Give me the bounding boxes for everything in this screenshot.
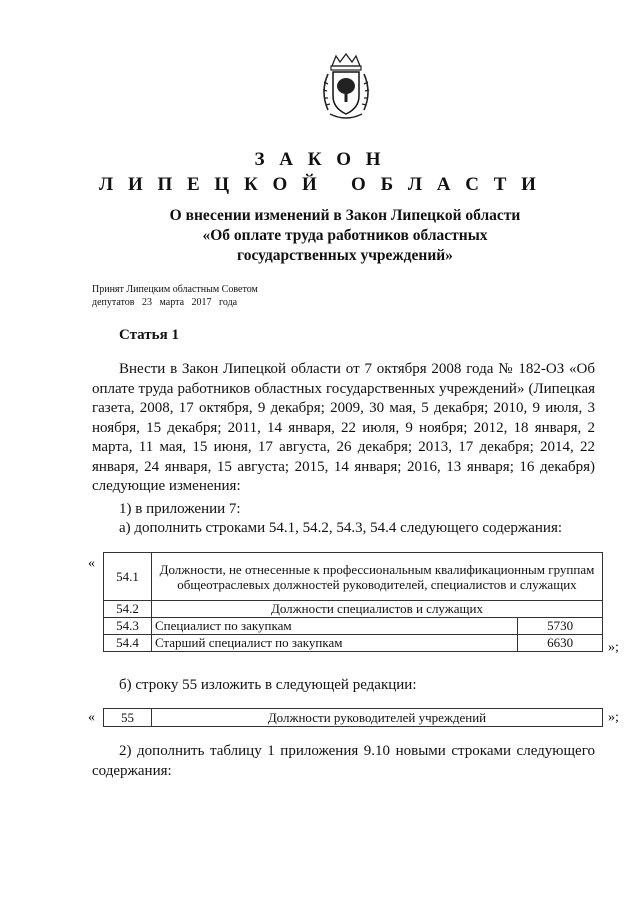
row-number: 54.3	[104, 618, 152, 635]
table-row	[104, 635, 603, 652]
row-value: 6630	[518, 635, 603, 652]
row-number: 54.4	[104, 635, 152, 652]
row-text: Должности специалистов и служащих	[151, 601, 602, 618]
row-number: 54.2	[104, 601, 152, 618]
coat-of-arms-emblem	[318, 52, 374, 122]
article-heading: Статья 1	[119, 327, 179, 343]
intro-text: Внести в Закон Липецкой области от 7 октября 2008 года № 182-ОЗ «Об оплате труда работников областных государственных учреждений» (Липецкая газета, 2008, 17 октября, 9 декабря; 2009, 30 мая, 5 декабря; 2010, 9 июля, 3 ноября, 15 декабря; 2011, 14 января, 22 июля, 9 ноября; 2012, 18 января, 2 марта, 11 мая, 15 июня, 17 августа, 26 декабря; 2013, 17 декабря; 2014, 22 января, 24 января, 15 августа; 2015, 14 января; 2016, 13 января; 16 декабря) следующие изменения:	[92, 361, 595, 494]
subtitle-line: «Об оплате труда работников областных	[202, 227, 488, 244]
table-row	[104, 618, 603, 635]
row-text: Старший специалист по закупкам	[151, 635, 517, 652]
row-text: Должности руководителей учреждений	[151, 709, 602, 727]
table-row	[104, 601, 603, 618]
open-quote: «	[88, 710, 95, 725]
close-quote: »;	[608, 710, 619, 725]
subtitle-line: О внесении изменений в Закон Липецкой области	[169, 207, 521, 224]
table-row	[104, 709, 603, 727]
item-1b: б) строку 55 изложить в следующей редакции:	[119, 677, 417, 693]
subtitle-line: государственных учреждений»	[237, 247, 453, 264]
item-2-paragraph	[92, 742, 595, 781]
row-text: Должности, не отнесенные к профессиональным квалификационным группам общеотраслевых должностей руководителей, специалистов и служащих	[151, 553, 602, 601]
law-subtitle	[120, 206, 570, 266]
intro-paragraph	[92, 360, 595, 497]
table-row	[104, 553, 603, 601]
adoption-line: Принят Липецким областным Советом	[92, 284, 258, 295]
adoption-note	[92, 283, 258, 309]
open-quote: «	[88, 556, 95, 571]
item-1: 1) в приложении 7:	[119, 501, 241, 517]
law-title: З А К О Н	[254, 149, 386, 170]
row-text: Специалист по закупкам	[151, 618, 517, 635]
adoption-line: депутатов 23 марта 2017 года	[92, 297, 238, 308]
close-quote: »;	[608, 640, 619, 655]
item-1a: а) дополнить строками 54.1, 54.2, 54.3, 54.4 следующего содержания:	[119, 520, 563, 536]
law-region: Л И П Е Ц К О Й О Б Л А С Т И	[99, 174, 541, 195]
row-number: 54.1	[104, 553, 152, 601]
row-number: 55	[104, 709, 152, 727]
amendment-table-7	[103, 552, 603, 652]
amendment-table-55	[103, 708, 603, 727]
item-2: 2) дополнить таблицу 1 приложения 9.10 новыми строками следующего содержания:	[92, 743, 595, 779]
row-value: 5730	[518, 618, 603, 635]
